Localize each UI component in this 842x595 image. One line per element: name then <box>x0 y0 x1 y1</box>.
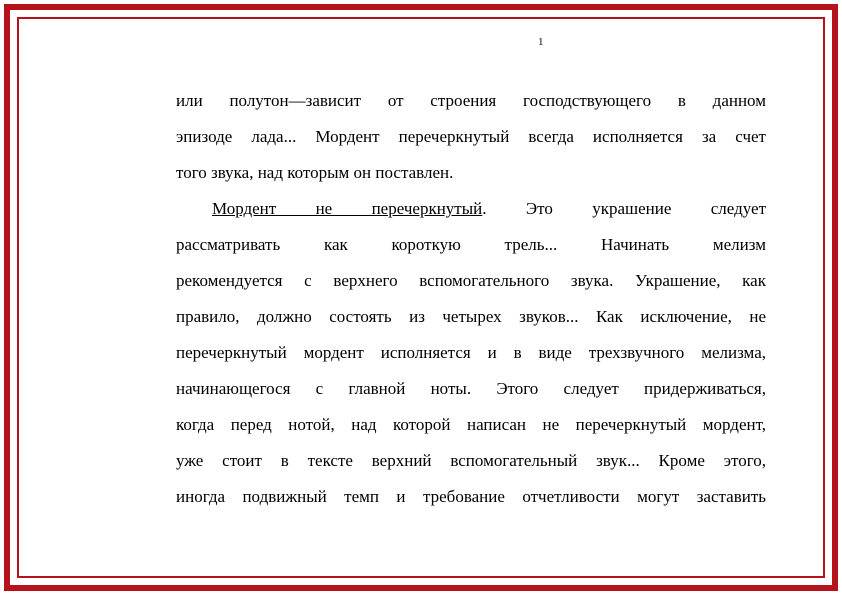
text-line: эпизоде лада... Мордент перечеркнутый всегда исполняется за счет <box>176 127 766 146</box>
text-line: начинающегося с главной ноты. Этого следует придерживаться, <box>176 379 766 398</box>
text-line: или полутон—зависит от строения господствующего в данном <box>176 91 766 110</box>
text-line: правило, должно состоять из четырех звуков... Как исключение, не <box>176 307 766 326</box>
page-number: 1 <box>538 36 544 48</box>
text-line: перечеркнутый мордент исполняется и в виде трехзвучного мелизма, <box>176 343 766 362</box>
underlined-term: Мордент не перечеркнутый <box>212 199 483 218</box>
text-line: иногда подвижный темп и требование отчетливости могут заставить <box>176 487 766 506</box>
text-line: того звука, над которым он поставлен. <box>176 163 454 182</box>
text-fragment: . Это украшение следует <box>482 199 766 218</box>
text-line: уже стоит в тексте верхний вспомогательный звук... Кроме этого, <box>176 451 766 470</box>
text-line: рекомендуется с верхнего вспомогательного звука. Украшение, как <box>176 271 766 290</box>
paragraph-start-line <box>176 191 766 227</box>
document-body <box>176 83 766 515</box>
text-line: рассматривать как короткую трель... Начинать мелизм <box>176 235 766 254</box>
text-line: когда перед нотой, над которой написан не перечеркнутый мордент, <box>176 415 766 434</box>
